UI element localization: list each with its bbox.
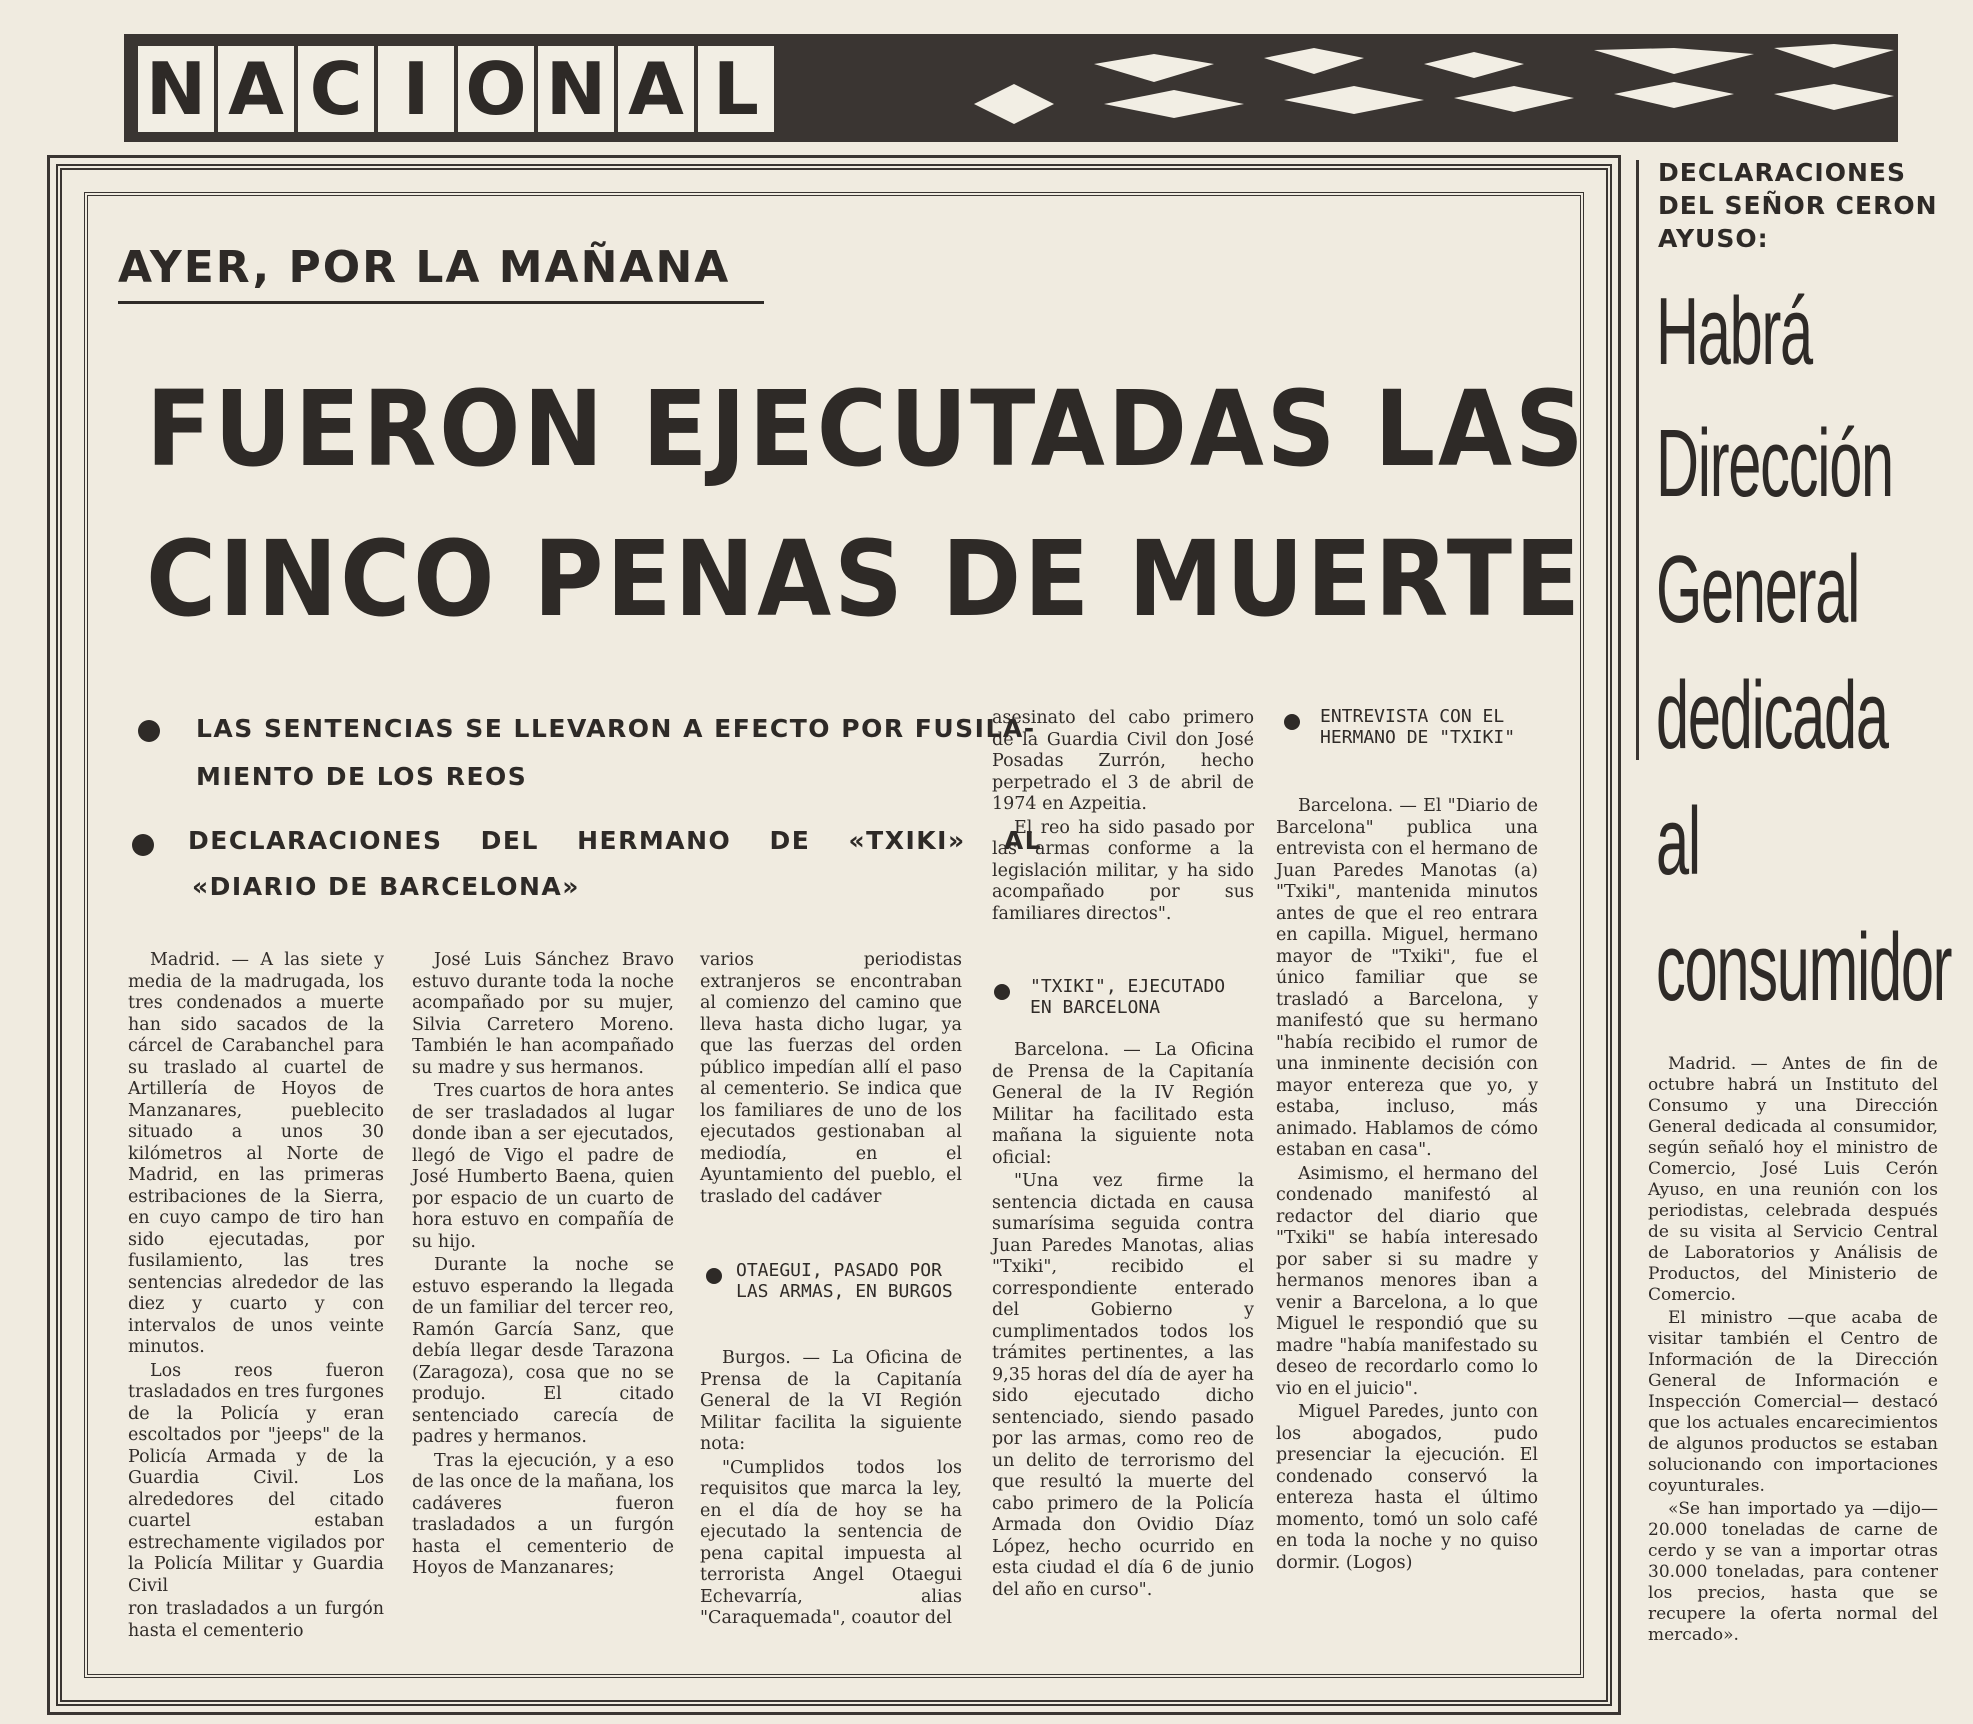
section-letter: N (538, 46, 614, 132)
bullet-icon (132, 834, 154, 856)
article-column-1 (128, 950, 384, 1644)
sidebar-headline-line: General (1656, 536, 1860, 643)
section-letter: I (378, 46, 454, 132)
paragraph: Tras la ejecución, y a eso de las once de la mañana, los cadáveres fueron trasladados a un furgón hasta el cementerio de Hoyos de Manzanares; (412, 1450, 674, 1578)
article-column-5 (1276, 796, 1538, 1576)
deck-bullet-line: MIENTO DE LOS REOS (196, 762, 528, 791)
sidebar-body (1648, 1054, 1938, 1648)
subhead: "TXIKI", EJECUTADO EN BARCELONA (1030, 976, 1226, 1018)
paragraph: Madrid. — A las siete y media de la madrugada, los tres condenados a muerte han sido sacados de la cárcel de Carabanchel para su traslado al cuartel de Artillería de Hoyos de Manzanares, pueblecito situado a unos 30 kilómetros al Norte de Madrid, en las primeras estribaciones de la Sierra, en cuyo campo de tiro han sido ejecutadas, por fusilamiento, las tres sentencias alrededor de las diez y cuarto y con intervalos de unos veinte minutos. (128, 950, 384, 1357)
sidebar-headline-line: dedicada (1656, 662, 1888, 769)
sidebar-headline-line: consumidor (1656, 914, 1952, 1021)
paragraph: ron trasladados a un furgón hasta el cementerio (128, 1599, 384, 1641)
paragraph: varios periodistas extranjeros se encontraban al comienzo del camino que lleva hasta dicho lugar, ya que las fuerzas del orden público impedían allí el paso al cementerio. Se indica que los familiares de uno de los ejecutados gestionaban al mediodía, en el Ayuntamiento del pueblo, el traslado del cadáver (700, 950, 962, 1207)
subhead: ENTREVISTA CON EL HERMANO DE "TXIKI" (1320, 706, 1516, 748)
sidebar-headline-line: al (1656, 788, 1700, 895)
section-letter: O (458, 46, 534, 132)
bullet-icon (138, 720, 160, 742)
paragraph: Durante la noche se estuvo esperando la llegada de un familiar del tercer reo, Ramón García Sanz, que debía llegar desde Tarazona (Zaragoza), cosa que no se produjo. El citado sentenciado carecía de padres y hermanos. (412, 1255, 674, 1447)
deck-bullet-line: «DIARIO DE BARCELONA» (192, 872, 580, 901)
deck-bullet-line: LAS SENTENCIAS SE LLEVARON A EFECTO POR FUSILA- (196, 714, 1036, 743)
headline-line: FUERON EJECUTADAS LAS (146, 368, 1587, 490)
article-column-4 (992, 708, 1254, 927)
section-letter: C (298, 46, 374, 132)
subhead: OTAEGUI, PASADO POR LAS ARMAS, EN BURGOS (736, 1260, 953, 1302)
paragraph: El reo ha sido pasado por las armas conforme a la legislación militar, y ha sido acompañado por sus familiares directos". (992, 817, 1254, 924)
sidebar-headline-line: Dirección (1656, 410, 1893, 517)
paragraph: Madrid. — Antes de fin de octubre habrá un Instituto del Consumo y una Dirección General dedicada al consumidor, según señaló hoy el ministro de Comercio, José Luis Cerón Ayuso, en una reunión con los periodistas, celebrada después de su visita al Servicio Central de Laboratorios y Análisis de Productos, del Ministerio de Comercio. (1648, 1054, 1938, 1305)
section-title (138, 46, 774, 132)
sidebar-kicker: DECLARACIONES DEL SEÑOR CERON AYUSO: (1658, 158, 1938, 253)
paragraph: Burgos. — La Oficina de Prensa de la Capitanía General de la VI Región Militar facilita la siguiente nota: (700, 1348, 962, 1454)
section-letter: A (218, 46, 294, 132)
article-column-2 (412, 950, 674, 1582)
paragraph: Los reos fueron trasladados en tres furgones de la Policía y eran escoltados por "jeeps" de la Policía Armada y de la Guardia Civil. Los alrededores del citado cuartel estaban estrechamente vigilados por la Policía Militar y Guardia Civil (128, 1360, 384, 1596)
article-kicker: AYER, POR LA MAÑANA (118, 242, 764, 304)
paragraph: "Una vez firme la sentencia dictada en causa sumarísima seguida contra Juan Paredes Manotas, alias "Txiki", recibido el correspondiente enterado del Gobierno y cumplimentados todos los trámites pertinentes, a las 9,35 horas del día de ayer ha sido ejecutado dicho sentenciado, siendo pasado por las armas, como reo de un delito de terrorismo del que resultó la muerte del cabo primero de la Policía Armada don Ovidio Díaz López, hecho ocurrido en esta ciudad el día 6 de junio del año en curso". (992, 1171, 1254, 1600)
section-letter: A (618, 46, 694, 132)
deck-bullet-line: DECLARACIONES DEL HERMANO DE «TXIKI» AL (188, 826, 1043, 855)
paragraph: asesinato del cabo primero de la Guardia Civil don José Posadas Zurrón, hecho perpetrado el 3 de abril de 1974 en Azpeitia. (992, 708, 1254, 814)
headline-line: CINCO PENAS DE MUERTE (146, 518, 1583, 640)
bullet-icon (706, 1268, 722, 1284)
paragraph: Barcelona. — La Oficina de Prensa de la Capitanía General de la IV Región Militar ha facilitado esta mañana la siguiente nota oficial: (992, 1040, 1254, 1168)
article-column-3b (700, 1348, 962, 1632)
section-header (124, 34, 1898, 142)
paragraph: Asimismo, el hermano del condenado manifestó al redactor del diario que "Txiki" se había interesado por saber si su madre y hermanos menores iban a venir a Barcelona, a lo que Miguel le respondió que su madre "había manifestado su deseo de recordarlo como lo vio en el juicio". (1276, 1163, 1538, 1399)
paragraph: El ministro —que acaba de visitar también el Centro de Información de la Dirección General de Información e Inspección Comercial— destacó que los actuales encarecimientos de algunos productos se estaban solucionando con importaciones coyunturales. (1648, 1308, 1938, 1496)
article-column-3 (700, 950, 962, 1210)
decorative-pattern (954, 34, 1898, 142)
sidebar-headline-line: Habrá (1656, 278, 1812, 385)
section-letter: L (698, 46, 774, 132)
bullet-icon (1284, 714, 1300, 730)
bullet-icon (994, 984, 1010, 1000)
paragraph: «Se han importado ya —dijo— 20.000 toneladas de carne de cerdo y se van a importar otras 30.000 toneladas, para contener los precios, hasta que se recupere la oferta normal del mercado». (1648, 1499, 1938, 1645)
article-column-4b (992, 1040, 1254, 1603)
paragraph: Tres cuartos de hora antes de ser trasladados al lugar donde iban a ser ejecutados, llegó de Vigo el padre de José Humberto Baena, quien por espacio de un cuarto de hora estuvo en compañía de su hijo. (412, 1081, 674, 1252)
paragraph: Miguel Paredes, junto con los abogados, pudo presenciar la ejecución. El condenado conservó la entereza hasta el último momento, tomó un solo café en toda la noche y no quiso dormir. (Logos) (1276, 1402, 1538, 1573)
paragraph: Barcelona. — El "Diario de Barcelona" publica una entrevista con el hermano de Juan Paredes Manotas (a) "Txiki", mantenida minutos antes de que el reo entrara en capilla. Miguel, hermano mayor de "Txiki", fue el único familiar que se trasladó a Barcelona, y manifestó que su hermano "había recibido el rumor de una inminente decisión con mayor entereza que yo, y estaba, incluso, más animado. Hablamos de cómo estaban en casa". (1276, 796, 1538, 1160)
paragraph: José Luis Sánchez Bravo estuvo durante toda la noche acompañado por su mujer, Silvia Carretero Moreno. También le han acompañado su madre y sus hermanos. (412, 950, 674, 1078)
sidebar-divider (1636, 160, 1639, 760)
section-letter: N (138, 46, 214, 132)
paragraph: "Cumplidos todos los requisitos que marca la ley, en el día de hoy se ha ejecutado la sentencia de pena capital impuesta al terrorista Angel Otaegui Echevarría, alias "Caraquemada", coautor del (700, 1457, 962, 1628)
